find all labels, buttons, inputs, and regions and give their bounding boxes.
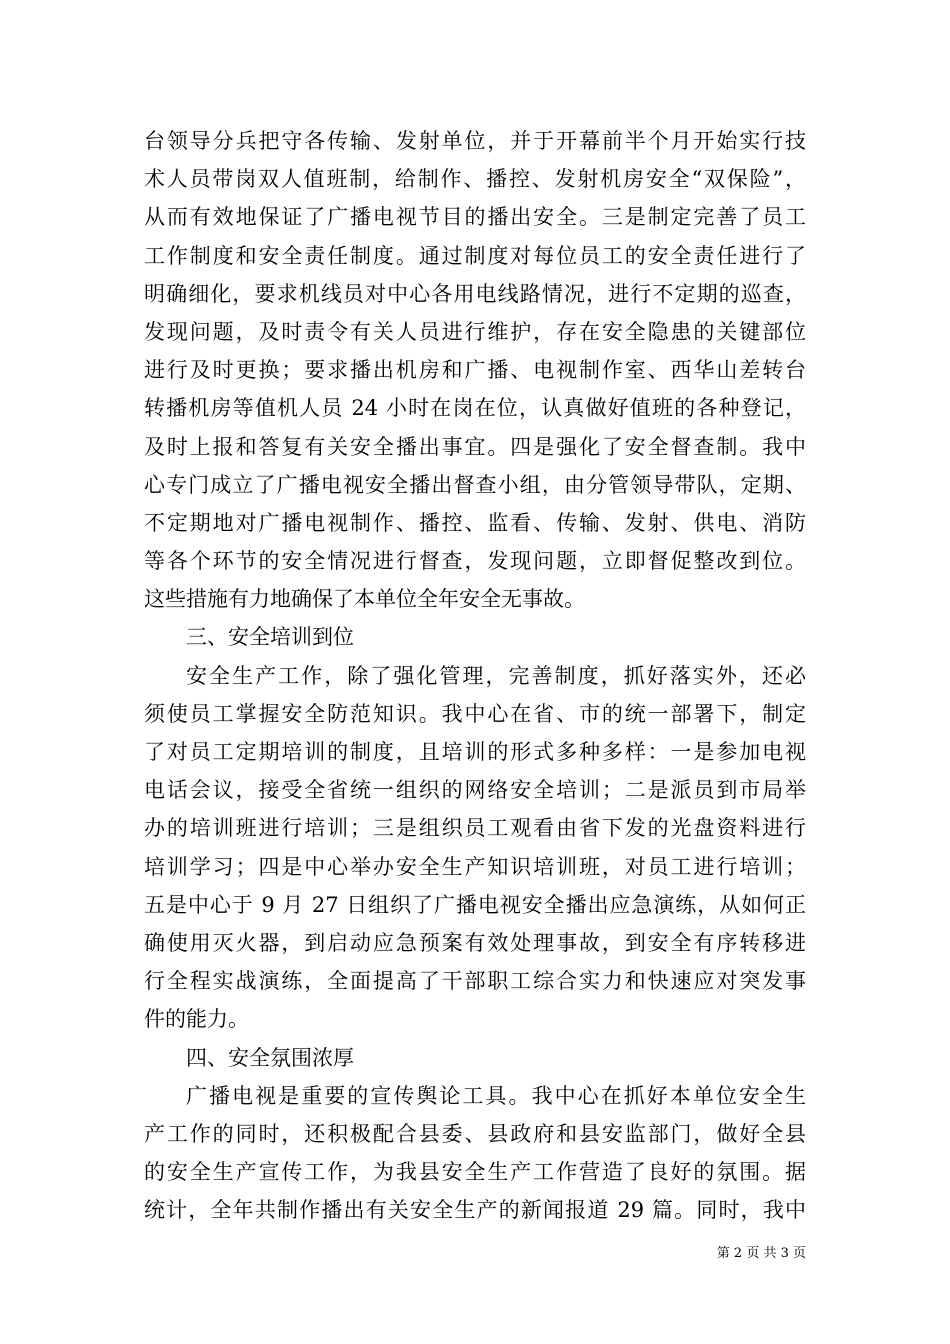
text-line: 不定期地对广播电视制作、播控、监看、传输、发射、供电、消防 [144, 510, 806, 535]
text-line: 转播机房等值机人员 24 小时在岗在位，认真做好值班的各种登记， [144, 396, 806, 421]
text-line: 确使用灭火器，到启动应急预案有效处理事故，到安全有序转移进 [144, 930, 806, 955]
text-line: 明确细化，要求机线员对中心各用电线路情况，进行不定期的巡查， [144, 281, 806, 306]
text-line: 及时上报和答复有关安全播出事宜。四是强化了安全督查制。我中 [144, 434, 806, 459]
text-line: 从而有效地保证了广播电视节目的播出安全。三是制定完善了员工 [144, 205, 806, 230]
text-line: 这些措施有力地确保了本单位全年安全无事故。 [144, 587, 585, 612]
text-line: 发现问题，及时责令有关人员进行维护，存在安全隐患的关键部位 [144, 319, 806, 344]
text-line: 五是中心于 9 月 27 日组织了广播电视安全播出应急演练，从如何正 [144, 892, 806, 917]
text-line: 的安全生产宣传工作，为我县安全生产工作营造了良好的氛围。据 [144, 1160, 806, 1185]
text-line: 等各个环节的安全情况进行督查，发现问题，立即督促整改到位。 [144, 549, 806, 574]
text-line: 了对员工定期培训的制度，且培训的形式多种多样：一是参加电视 [144, 740, 806, 764]
text-line: 行全程实战演练，全面提高了干部职工综合实力和快速应对突发事 [144, 969, 806, 994]
section-heading: 三、安全培训到位 [186, 625, 354, 650]
page-number-footer: 第 2 页 共 3 页 [716, 1246, 806, 1261]
paragraph-first-line: 安全生产工作，除了强化管理，完善制度，抓好落实外，还必 [186, 663, 806, 688]
text-line: 术人员带岗双人值班制，给制作、播控、发射机房安全“双保险”， [144, 167, 806, 192]
text-line: 心专门成立了广播电视安全播出督查小组，由分管领导带队，定期、 [144, 472, 806, 497]
text-line: 工作制度和安全责任制度。通过制度对每位员工的安全责任进行了 [144, 243, 806, 268]
document-body [144, 122, 806, 1229]
paragraph-first-line: 广播电视是重要的宣传舆论工具。我中心在抓好本单位安全生 [186, 1083, 806, 1108]
text-line: 办的培训班进行培训；三是组织员工观看由省下发的光盘资料进行 [144, 816, 806, 841]
section-heading: 四、安全氛围浓厚 [186, 1045, 354, 1070]
text-line: 产工作的同时，还积极配合县委、县政府和县安监部门，做好全县 [144, 1121, 806, 1146]
text-line: 统计，全年共制作播出有关安全生产的新闻报道 29 篇。同时，我中 [144, 1198, 806, 1223]
text-line: 件的能力。 [144, 1007, 249, 1032]
text-line: 台领导分兵把守各传输、发射单位，并于开幕前半个月开始实行技 [144, 129, 806, 153]
text-line: 电话会议，接受全省统一组织的网络安全培训；二是派员到市局举 [144, 778, 806, 803]
text-line: 进行及时更换；要求播出机房和广播、电视制作室、西华山差转台 [144, 358, 806, 383]
text-line: 须使员工掌握安全防范知识。我中心在省、市的统一部署下，制定 [144, 701, 806, 726]
text-line: 培训学习；四是中心举办安全生产知识培训班，对员工进行培训； [144, 854, 806, 879]
